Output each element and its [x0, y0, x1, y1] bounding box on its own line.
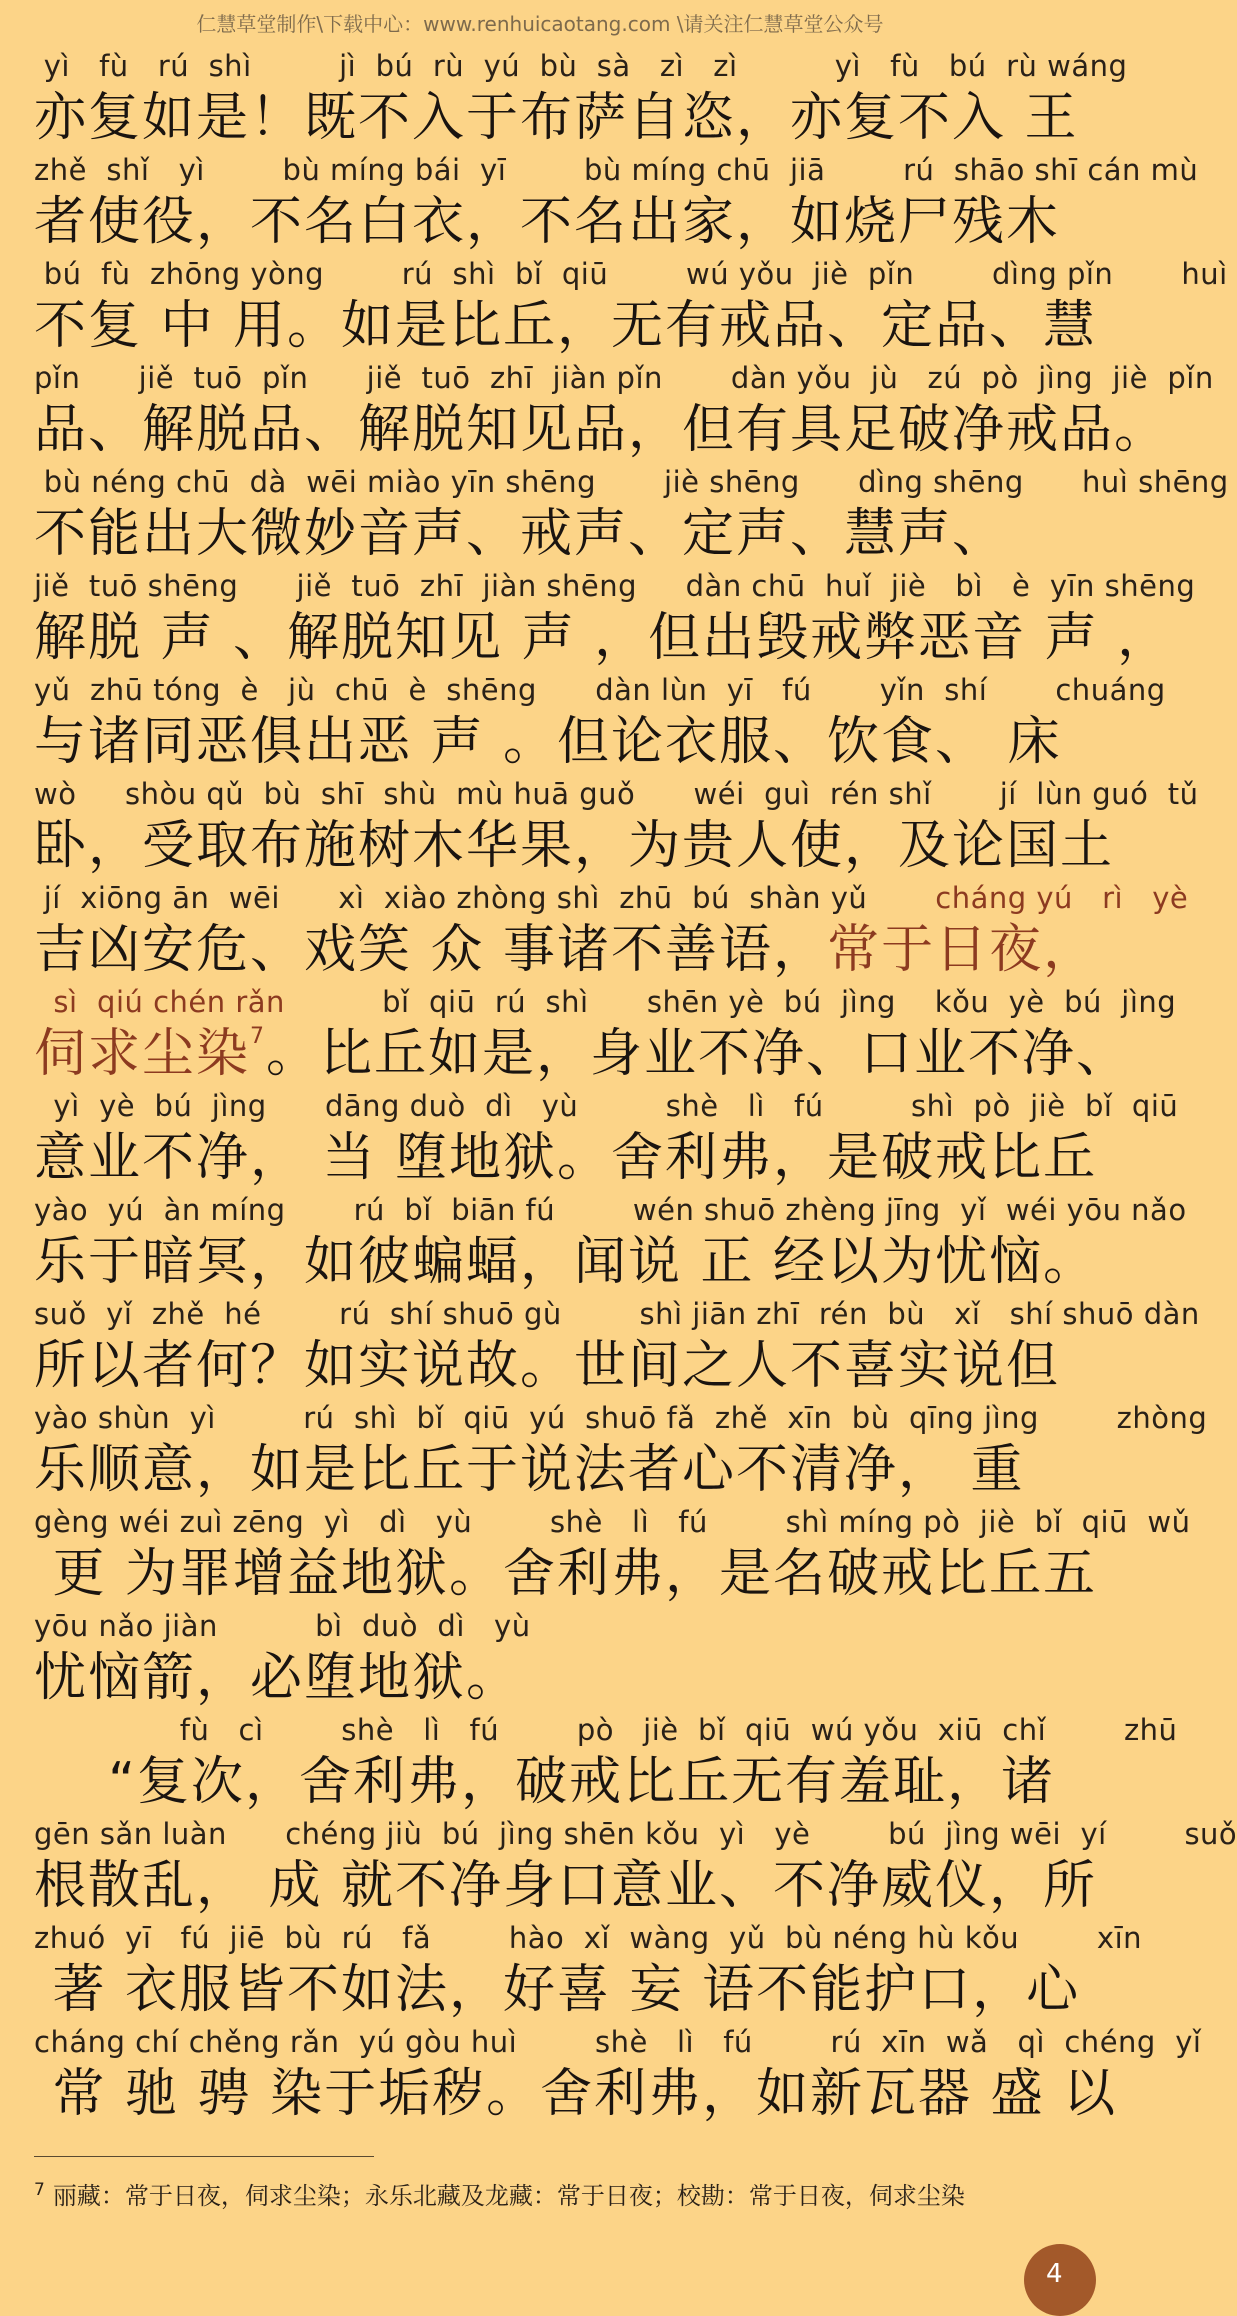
text-line-11: [34, 1086, 1179, 1190]
pinyin-text: bǐ qiū rú shì shēn yè bú jìng kǒu yè bú jìng: [284, 985, 1177, 1019]
text-line-16: [34, 1606, 1054, 1710]
pinyin-row: cháng chí chěng rǎn yú gòu huì shè lì fú rú xīn wǎ qì chéng yǐ: [34, 2025, 1202, 2059]
hanzi-row: 者使役，不名白衣，不名出家，如烧尸残木: [34, 192, 1061, 252]
text-line-12: [34, 1190, 1187, 1294]
hanzi-row: 意业不净， 当 堕地狱。舍利弗，是破戒比丘: [34, 1128, 1098, 1188]
footnote: [34, 2172, 1044, 2214]
footnote-number: 7: [34, 2180, 45, 2200]
hanzi-row: 更 为罪增益地狱。舍利弗，是名破戒比丘五: [34, 1544, 1098, 1604]
pinyin-row: gèng wéi zuì zēng yì dì yù shè lì fú shì míng pò jiè bǐ qiū wǔ: [34, 1505, 1191, 1539]
text-line-13: [34, 1294, 1200, 1398]
hanzi-row: 著 衣服皆不如法，好喜 妄 语不能护口，心: [34, 1960, 1081, 2020]
pinyin-row: yì fù rú shì jì bú rù yú bù sà zì zì yì fù bú rù wáng: [34, 49, 1128, 83]
pinyin-row: jiě tuō shēng jiě tuō zhī jiàn shēng dàn chū huǐ jiè bì è yīn shēng: [34, 569, 1196, 603]
hanzi-highlight: 伺求尘染: [34, 1024, 251, 1084]
pinyin-row: wò shòu qǔ bù shī shù mù huā guǒ wéi guì rén shǐ jí lùn guó tǔ: [34, 777, 1199, 811]
hanzi-row: 忧恼箭，必堕地狱。: [34, 1648, 521, 1708]
text-line-8: [34, 774, 1199, 878]
pinyin-highlight: cháng yú rì yè: [935, 881, 1189, 915]
text-line-6: [34, 566, 1196, 670]
hanzi-row: 卧，受取布施树木华果，为贵人使，及论国土: [34, 816, 1115, 876]
hanzi-row: “复次，舍利弗，破戒比丘无有羞耻，诸: [34, 1752, 1056, 1812]
hanzi-row: 亦复如是！既不入于布萨自恣，亦复不入 王: [34, 88, 1079, 148]
page-number-badge: 4: [1024, 2244, 1096, 2316]
text-line-4: [34, 358, 1214, 462]
hanzi-row: 乐于暗冥，如彼蝙蝠，闻说 正 经以为忧恼。: [34, 1232, 1098, 1292]
text-line-18: [34, 1814, 1237, 1918]
pinyin-row: gēn sǎn luàn chéng jiù bú jìng shēn kǒu yì yè bú jìng wēi yí suǒ: [34, 1817, 1237, 1851]
text-line-15: [34, 1502, 1191, 1606]
header-watermark: 仁慧草堂制作\下载中心：www.renhuicaotang.com \请关注仁慧草堂公众号: [196, 12, 884, 36]
hanzi-row: 不能出大微妙音声、戒声、定声、慧声、: [34, 504, 1007, 564]
text-line-9: [34, 878, 1189, 982]
pinyin-row: bú fù zhōng yòng rú shì bǐ qiū wú yǒu jiè pǐn dìng pǐn huì: [34, 257, 1228, 291]
pinyin-row: suǒ yǐ zhě hé rú shí shuō gù shì jiān zhī rén bù xǐ shí shuō dàn: [34, 1297, 1200, 1331]
hanzi-row: 与诸同恶俱出恶 声 。但论衣服、饮食、 床: [34, 712, 1062, 772]
pinyin-row: yǔ zhū tóng è jù chū è shēng dàn lùn yī fú yǐn shí chuáng: [34, 673, 1166, 707]
hanzi-highlight: 常于日夜，: [827, 920, 1098, 980]
scripture-text: [34, 46, 1237, 2126]
hanzi-row: 根散乱， 成 就不净身口意业、不净威仪，所: [34, 1856, 1098, 1916]
hanzi-row: 品、解脱品、解脱知见品，但有具足破净戒品。: [34, 400, 1169, 460]
text-line-17: [34, 1710, 1178, 1814]
text-line-3: [34, 254, 1228, 358]
hanzi-row: 解脱 声 、解脱知见 声 ，但出毁戒弊恶音 声 ，: [34, 608, 1172, 668]
pinyin-row: pǐn jiě tuō pǐn jiě tuō zhī jiàn pǐn dàn yǒu jù zú pò jìng jiè pǐn: [34, 361, 1214, 395]
pinyin-highlight: sì qiú chén rǎn: [34, 985, 285, 1019]
pinyin-row: yōu nǎo jiàn bì duò dì yù: [34, 1609, 531, 1643]
text-line-14: [34, 1398, 1208, 1502]
pinyin-row: yào yú àn míng rú bǐ biān fú wén shuō zhèng jīng yǐ wéi yōu nǎo: [34, 1193, 1187, 1227]
text-line-20: [34, 2022, 1202, 2126]
pinyin-row: yào shùn yì rú shì bǐ qiū yú shuō fǎ zhě xīn bù qīng jìng zhòng: [34, 1401, 1208, 1435]
pinyin-row: [34, 878, 1189, 918]
hanzi-row: [34, 918, 1098, 982]
pinyin-row: yì yè bú jìng dāng duò dì yù shè lì fú shì pò jiè bǐ qiū: [34, 1089, 1179, 1123]
footnote-marker[interactable]: 7: [250, 1024, 267, 1049]
text-line-1: [34, 46, 1128, 150]
pinyin-row: [34, 982, 1177, 1022]
hanzi-text: 。比丘如是，身业不净、口业不净、: [266, 1024, 1131, 1084]
pinyin-row: bù néng chū dà wēi miào yīn shēng jiè shēng dìng shēng huì shēng: [34, 465, 1229, 499]
text-line-10: [34, 982, 1177, 1086]
hanzi-row: 乐顺意，如是比丘于说法者心不清净， 重: [34, 1440, 1025, 1500]
footnote-text: 丽藏：常于日夜，伺求尘染；永乐北藏及龙藏：常于日夜；校勘：常于日夜，伺求尘染: [52, 2182, 965, 2210]
hanzi-text: 吉凶安危、戏笑 众 事诸不善语，: [34, 920, 828, 980]
footnote-divider: [34, 2156, 374, 2157]
text-line-19: [34, 1918, 1143, 2022]
hanzi-row: 常 驰 骋 染于垢秽。舍利弗，如新瓦器 盛 以: [34, 2064, 1118, 2124]
pinyin-row: zhuó yī fú jiē bù rú fǎ hào xǐ wàng yǔ bù néng hù kǒu xīn: [34, 1921, 1143, 1955]
hanzi-row: [34, 1022, 1131, 1086]
pinyin-row: fù cì shè lì fú pò jiè bǐ qiū wú yǒu xiū chǐ zhū: [34, 1713, 1178, 1747]
text-line-2: [34, 150, 1199, 254]
text-line-5: [34, 462, 1229, 566]
pinyin-text: jí xiōng ān wēi xì xiào zhòng shì zhū bú shàn yǔ: [34, 881, 936, 915]
hanzi-row: 不复 中 用。如是比丘，无有戒品、定品、慧: [34, 296, 1098, 356]
pinyin-row: zhě shǐ yì bù míng bái yī bù míng chū jiā rú shāo shī cán mù: [34, 153, 1199, 187]
text-line-7: [34, 670, 1166, 774]
hanzi-row: 所以者何？如实说故。世间之人不喜实说但: [34, 1336, 1061, 1396]
